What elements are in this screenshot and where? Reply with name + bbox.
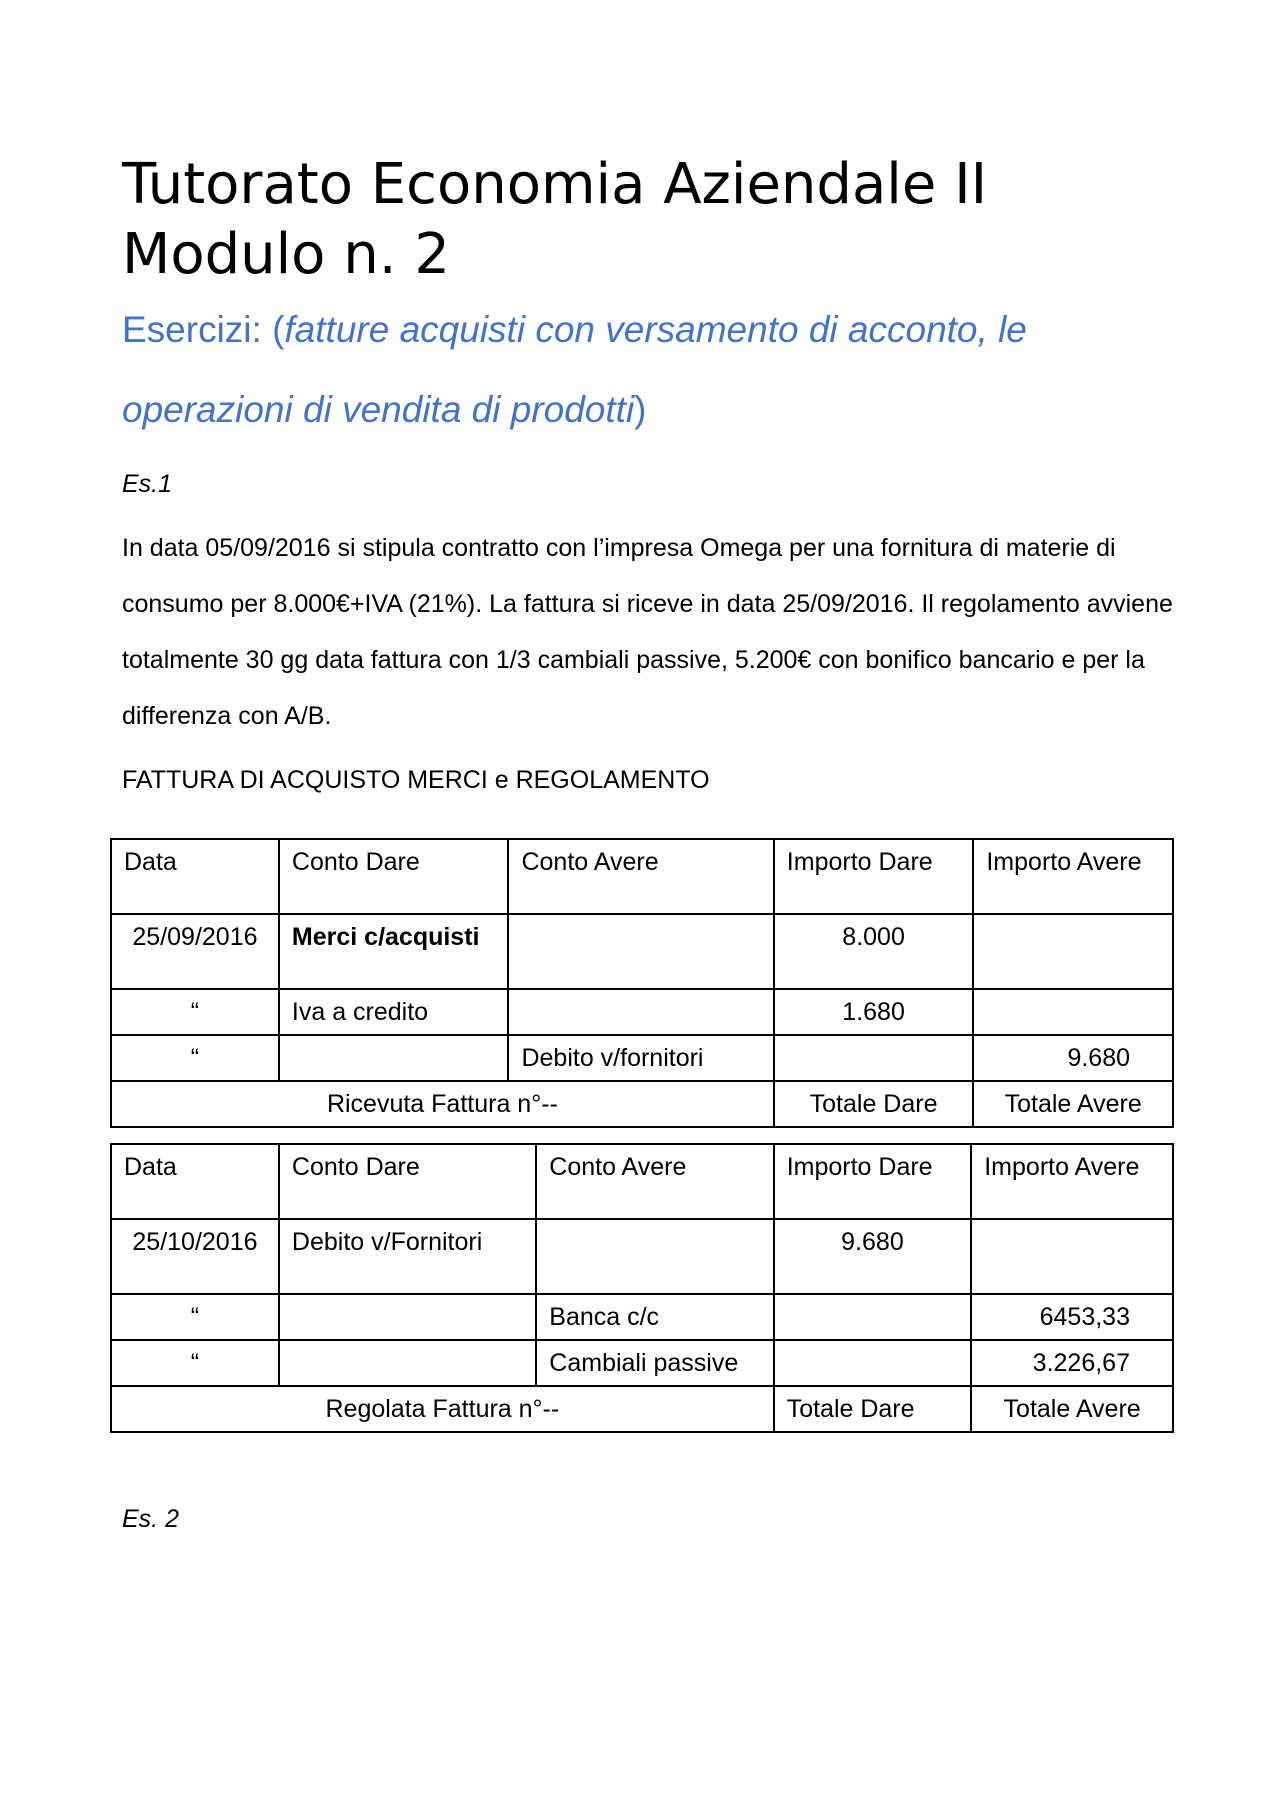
header-data: Data <box>111 839 279 914</box>
table-row <box>111 1340 1173 1386</box>
footer-totale-dare: Totale Dare <box>774 1081 974 1127</box>
table-row <box>111 1294 1173 1340</box>
cell-date: 25/09/2016 <box>111 914 279 989</box>
cell-importo-dare: 9.680 <box>774 1219 972 1294</box>
exercise-1-text: In data 05/09/2016 si stipula contratto con l’impresa Omega per una fornitura di materie di consumo per 8.000€+IVA (21%). La fattura si riceve in data 25/09/2016. Il regolamento avviene totalmente 30 gg data fattura con 1/3 cambiali passive, 5.200€ con bonifico bancario e per la differenza con A/B. <box>122 534 1173 730</box>
cell-conto-avere <box>508 914 773 989</box>
header-conto-dare: Conto Dare <box>279 839 509 914</box>
table-row <box>111 914 1173 989</box>
header-data: Data <box>111 1144 279 1219</box>
cell-importo-dare <box>774 1294 972 1340</box>
header-importo-avere: Importo Avere <box>971 1144 1173 1219</box>
header-importo-dare: Importo Dare <box>774 1144 972 1219</box>
cell-date: “ <box>111 1035 279 1081</box>
cell-importo-avere <box>973 914 1173 989</box>
cell-conto-avere <box>536 1219 773 1294</box>
cell-importo-dare: 8.000 <box>774 914 974 989</box>
ledger-table-payment <box>110 1143 1174 1433</box>
header-conto-dare: Conto Dare <box>279 1144 536 1219</box>
cell-conto-avere: Debito v/fornitori <box>508 1035 773 1081</box>
cell-importo-avere: 9.680 <box>973 1035 1173 1081</box>
cell-importo-avere: 6453,33 <box>971 1294 1173 1340</box>
subtitle <box>122 290 1182 450</box>
table-footer-row <box>111 1081 1173 1127</box>
cell-conto-avere: Cambiali passive <box>536 1340 773 1386</box>
subtitle-suffix: ) <box>634 389 647 430</box>
table-row <box>111 1035 1173 1081</box>
footer-totale-avere: Totale Avere <box>971 1386 1173 1432</box>
cell-conto-dare <box>279 1294 536 1340</box>
cell-date: “ <box>111 989 279 1035</box>
cell-importo-dare <box>774 1340 972 1386</box>
cell-importo-dare: 1.680 <box>774 989 974 1035</box>
cell-conto-avere: Banca c/c <box>536 1294 773 1340</box>
cell-date: 25/10/2016 <box>111 1219 279 1294</box>
table-header-row <box>111 839 1173 914</box>
header-importo-dare: Importo Dare <box>774 839 974 914</box>
header-importo-avere: Importo Avere <box>973 839 1173 914</box>
table-row <box>111 1219 1173 1294</box>
ledger-table-invoice <box>110 838 1174 1128</box>
exercise-2-label: Es. 2 <box>122 1505 179 1533</box>
cell-importo-avere <box>971 1219 1173 1294</box>
section-title: FATTURA DI ACQUISTO MERCI e REGOLAMENTO <box>122 766 710 794</box>
subtitle-prefix: Esercizi: ( <box>122 309 285 350</box>
cell-conto-dare <box>279 1340 536 1386</box>
page-title: Tutorato Economia Aziendale II Modulo n. 2 <box>122 152 988 287</box>
subtitle-italic: fatture acquisti con versamento di acconto, le operazioni di vendita di prodotti <box>122 309 1027 430</box>
cell-date: “ <box>111 1340 279 1386</box>
table-footer-row <box>111 1386 1173 1432</box>
cell-importo-avere: 3.226,67 <box>971 1340 1173 1386</box>
table-header-row <box>111 1144 1173 1219</box>
cell-date: “ <box>111 1294 279 1340</box>
table-row <box>111 989 1173 1035</box>
cell-importo-avere <box>973 989 1173 1035</box>
footer-totale-dare: Totale Dare <box>774 1386 972 1432</box>
cell-conto-dare <box>279 1035 509 1081</box>
header-conto-avere: Conto Avere <box>508 839 773 914</box>
cell-conto-dare: Debito v/Fornitori <box>279 1219 536 1294</box>
footer-invoice-ref: Regolata Fattura n°-- <box>111 1386 774 1432</box>
cell-importo-dare <box>774 1035 974 1081</box>
cell-conto-dare: Merci c/acquisti <box>279 914 509 989</box>
header-conto-avere: Conto Avere <box>536 1144 773 1219</box>
footer-totale-avere: Totale Avere <box>973 1081 1173 1127</box>
footer-invoice-ref: Ricevuta Fattura n°-- <box>111 1081 774 1127</box>
cell-conto-dare: Iva a credito <box>279 989 509 1035</box>
exercise-1-label: Es.1 <box>122 470 173 498</box>
cell-conto-avere <box>508 989 773 1035</box>
